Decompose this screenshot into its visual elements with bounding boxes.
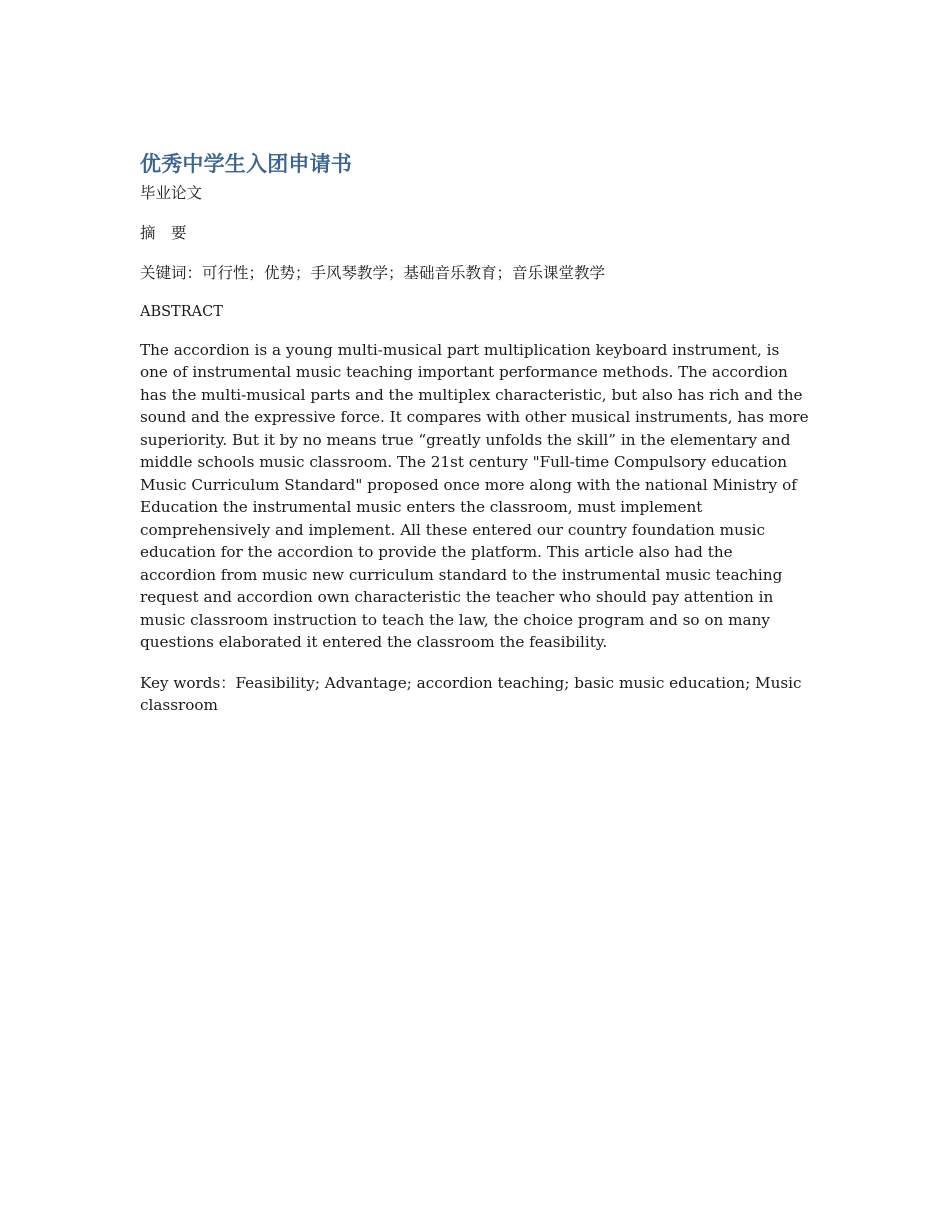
document-page xyxy=(140,148,812,717)
document-subtitle: 毕业论文 xyxy=(140,184,203,202)
document-title: 优秀中学生入团申请书 xyxy=(140,152,352,176)
abstract-heading-cn: 摘 要 xyxy=(140,224,187,242)
keywords-cn: 关键词：可行性；优势；手风琴教学；基础音乐教育；音乐课堂教学 xyxy=(140,263,606,282)
abstract-heading-en: ABSTRACT xyxy=(140,304,223,320)
keywords-en: Key words：Feasibility; Advantage; accordion teaching; basic music education; Music classroom xyxy=(140,673,802,714)
abstract-body-en: The accordion is a young multi-musical part multiplication keyboard instrument, is one of instrumental music teaching important performance methods. The accordion has the multi-musical parts and the multiplex characteristic, but also has rich and the sound and the expressive force. It compares with other musical instruments, has more superiority. But it by no means true “greatly unfolds the skill” in the elementary and middle schools music classroom. The 21st century "Full-time Compulsory education Music Curriculum Standard" proposed once more along with the national Ministry of Education the instrumental music enters the classroom, must implement comprehensively and implement. All these entered our country foundation music education for the accordion to provide the platform. This article also had the accordion from music new curriculum standard to the instrumental music teaching request and accordion own characteristic the teacher who should pay attention in music classroom instruction to teach the law, the choice program and so on many questions elaborated it entered the classroom the feasibility. xyxy=(140,340,809,651)
